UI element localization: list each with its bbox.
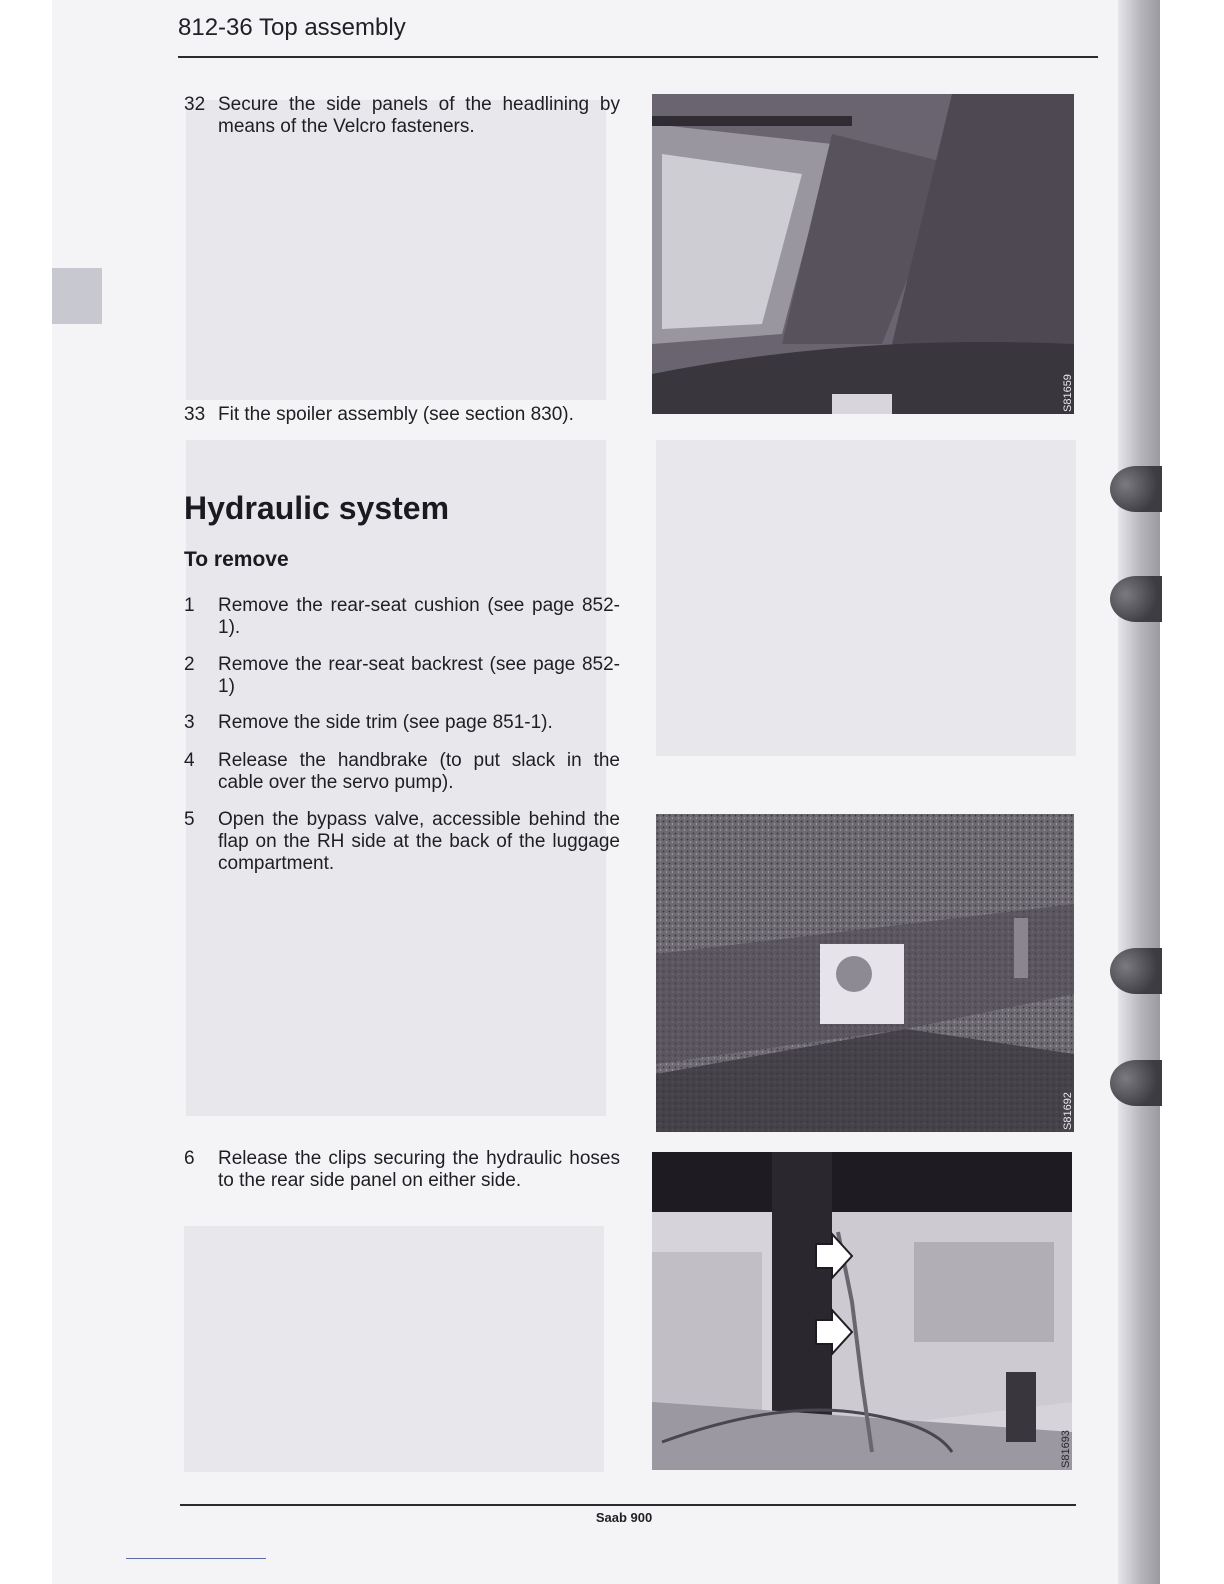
section-heading: Hydraulic system [184,490,450,526]
binding-strip [1118,0,1160,1584]
step-number: 6 [184,1148,195,1169]
photo-headlining-image [652,94,1074,414]
step-number: 5 [184,809,195,830]
photo-luggage-image [656,814,1074,1132]
punch-hole [1110,576,1162,622]
footer-text: Saab 900 [595,1510,653,1525]
page-title: 812-36 Top assembly [178,14,406,41]
page-edge-tab [52,268,102,324]
step-number: 1 [184,595,195,616]
step-number: 32 [184,94,206,115]
step-text: Secure the side panels of the headlining by means of the Velcro fasteners. [218,94,620,137]
step-text: Release the clips securing the hydraulic hoses to the rear side panel on either side. [218,1148,620,1191]
header-rule [178,56,1098,58]
photo-hoses-image [652,1152,1072,1470]
step-text: Open the bypass valve, accessible behind the flap on the RH side at the back of the luggage compartment. [218,809,620,874]
page-right-margin [1160,0,1224,1584]
step-text: Release the handbrake (to put slack in the cable over the servo pump). [218,750,620,793]
arrow-icon [814,1232,854,1280]
step-number: 33 [184,404,206,425]
photo-luggage-compartment [656,814,1074,1132]
step-number: 2 [184,654,195,675]
photo-hydraulic-hoses [652,1152,1072,1470]
step-text: Remove the rear-seat backrest (see page 852-1) [218,654,620,697]
arrow-icon [814,1308,854,1356]
show-through-right [656,440,1076,756]
page-left-margin [0,0,52,1584]
photo-id-label: S81693 [1060,1430,1072,1468]
step-number: 4 [184,750,195,771]
photo-headlining [652,94,1074,414]
step-text: Remove the rear-seat cushion (see page 852-1). [218,595,620,638]
step-number: 3 [184,712,195,733]
show-through-bottom [184,1226,604,1472]
section-subheading: To remove [184,548,289,571]
step-text: Fit the spoiler assembly (see section 830). [218,404,574,425]
punch-hole [1110,466,1162,512]
show-through-left-upper [186,100,606,400]
photo-id-label: S81659 [1062,374,1074,412]
footer-rule [180,1504,1076,1506]
punch-hole [1110,1060,1162,1106]
photo-id-label: S81692 [1062,1092,1074,1130]
punch-hole [1110,948,1162,994]
scan-artifact-line [126,1558,266,1559]
step-text: Remove the side trim (see page 851-1). [218,712,553,733]
